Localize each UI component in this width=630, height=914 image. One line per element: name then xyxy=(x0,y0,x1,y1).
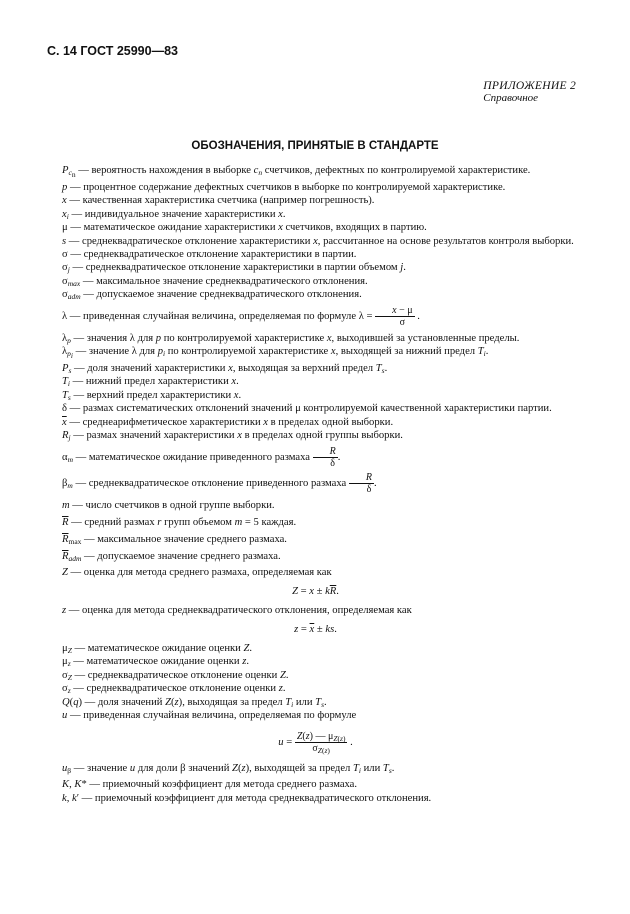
def-radm: $\overline{R}_{adm}$ — допускаемое значение среднего размаха. xyxy=(62,550,281,563)
def-mu-z-small: $\mu_z$ — математическое ожидание оценки z. xyxy=(62,656,250,669)
def-sigma-max: $\sigma_{max}$ — максимальное значение среднеквадратического отклонения. xyxy=(62,275,368,288)
definitions-list xyxy=(47,164,584,805)
def-lambda-pi: $\lambda_{p_i}$ — значение λ для $p_i$ по контролируемой характеристике x, выходящей за нижний предел $T_i$. xyxy=(62,345,489,360)
def-ts: $T_s$ — верхний предел характеристики x. xyxy=(62,389,242,402)
def-q: Q(q) — доля значений Z(z), выходящая за предел $T_i$ или $T_s$. xyxy=(62,696,327,709)
appendix-label xyxy=(483,80,576,104)
def-rmax: $\overline{R}_{max}$ — максимальное значение среднего размаха. xyxy=(62,533,287,546)
def-sigma-z-small: $\sigma_z$ — среднеквадратическое отклонение оценки z. xyxy=(62,683,286,696)
def-rj: $R_j$ — размах значений характеристики x в пределах одной группы выборки. xyxy=(62,429,403,442)
def-mu: μ — математическое ожидание характеристики x счетчиков, входящих в партию. xyxy=(62,222,427,234)
def-p: p — процентное содержание дефектных счетчиков в выборке по контролируемой характеристике. xyxy=(62,181,506,193)
def-z: Z — оценка для метода среднего размаха, определяемая как xyxy=(62,567,332,579)
def-pcn: $P_{c_n}$ — вероятность нахождения в выборке $c_n$ счетчиков, дефектных по контролируемой характеристике. xyxy=(62,165,531,179)
def-sigma-z: $\sigma_Z$ — среднеквадратическое отклонение оценки Z. xyxy=(62,669,289,682)
def-lambda: λ — приведенная случайная величина, определяемая по формуле λ = $\frac{x - \mu}{\sigma}$ . xyxy=(62,305,420,329)
r-delta-fraction-2: $\frac{R}{\delta}$ xyxy=(349,472,374,495)
def-k-kstar: K, K* — приемочный коэффициент для метода среднего размаха. xyxy=(62,779,358,791)
def-delta: δ — размах систематических отклонений значений μ контролируемой качественной характеристики партии. xyxy=(62,403,552,415)
def-ps: $P_s$ — доля значений характеристики x, выходящая за верхний предел $T_s$. xyxy=(62,362,388,375)
def-z-small: z — оценка для метода среднеквадратического отклонения, определяемая как xyxy=(62,605,412,617)
u-fraction: $\frac{Z(z) — \mu_{Z(z)}}{\sigma_{Z(z)}}$ xyxy=(296,730,346,755)
formula-z: $Z = x \pm k\overline{R}$. xyxy=(292,585,339,597)
lambda-fraction: $\frac{x - \mu}{\sigma}$ xyxy=(375,305,414,328)
def-mu-z: $\mu_Z$ — математическое ожидание оценки Z. xyxy=(62,643,253,656)
def-rbar: $\overline{R}$ — средний размах r групп объемом m = 5 каждая. xyxy=(62,516,297,528)
appendix-title: ПРИЛОЖЕНИЕ 2 xyxy=(483,80,576,92)
def-k-kprime: k, k′ — приемочный коэффициент для метода среднеквадратического отклонения. xyxy=(62,792,432,804)
def-u: u — приведенная случайная величина, определяемая по формуле xyxy=(62,710,357,722)
def-alpha-m: $\alpha_m$ — математическое ожидание приведенного размаха $\frac{R}{\delta}$ . xyxy=(62,445,341,469)
def-u-beta: $u_\beta$ — значение u для доли β значений Z(z), выходящей за предел $T_i$ или $T_s$. xyxy=(62,762,395,775)
formula-u: u = $\frac{Z(z) — \mu_{Z(z)}}{\sigma_{Z(z)}}$ . xyxy=(278,730,353,755)
r-delta-fraction: $\frac{R}{\delta}$ xyxy=(313,446,338,469)
def-x: x — качественная характеристика счетчика (например погрешность). xyxy=(62,195,375,207)
def-beta-m: $\beta_m$ — среднеквадратическое отклонение приведенного размаха $\frac{R}{\delta}$ . xyxy=(62,472,377,496)
def-xi: $x_i$ — индивидуальное значение характеристики x. xyxy=(62,208,286,221)
appendix-subtitle: Справочное xyxy=(483,92,539,104)
def-m: m — число счетчиков в одной группе выборки. xyxy=(62,499,275,511)
formula-z-small: $z = \overline{x}$ ± ks. xyxy=(294,623,337,635)
def-xbar: $\overline{x}$ — среднеарифметическое характеристики x в пределах одной выборки. xyxy=(62,416,394,428)
section-title: ОБОЗНАЧЕНИЯ, ПРИНЯТЫЕ В СТАНДАРТЕ xyxy=(191,140,439,152)
def-ti: $T_i$ — нижний предел характеристики x. xyxy=(62,376,239,389)
page-header: С. 14 ГОСТ 25990—83 xyxy=(47,44,178,58)
def-s: s — среднеквадратическое отклонение характеристики x, рассчитанное на основе результатов контроля выборки. xyxy=(62,235,574,247)
def-sigma-j: $\sigma_j$ — среднеквадратическое отклонение характеристики в партии объемом j. xyxy=(62,262,406,275)
def-lambda-p: $\lambda_p$ — значения λ для p по контролируемой характеристике x, выходившей за установленные пределы. xyxy=(62,332,520,345)
def-sigma-adm: $\sigma_{adm}$ — допускаемое значение среднеквадратического отклонения. xyxy=(62,289,362,302)
def-sigma: σ — среднеквадратическое отклонение характеристики в партии. xyxy=(62,248,357,260)
